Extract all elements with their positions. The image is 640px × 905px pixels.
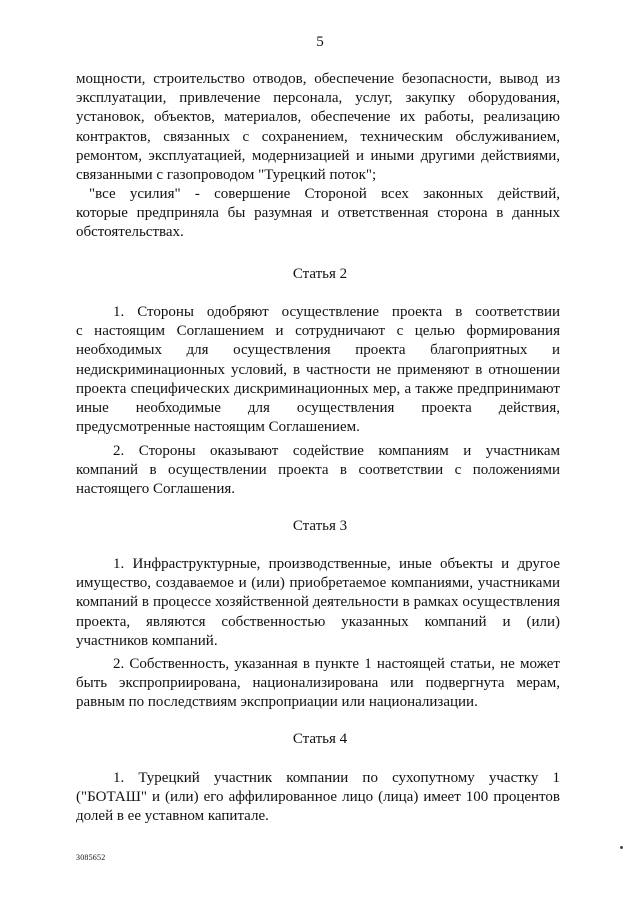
document-code: 3085652 [76,853,106,862]
text-line: 2. Стороны оказывают содействие компаниям и участникам [113,443,560,459]
text-line: связанными с газопроводом "Турецкий поток"; [76,167,377,184]
text-line: "все усилия" - совершение Стороной всех законных действий, [89,186,560,202]
text-line: участников компаний. [76,632,218,649]
text-line: компаний в процессе хозяйственной деятельности в рамках осуществления [76,594,560,611]
article-3-paragraph-2 [76,655,560,713]
text-line: иные необходимые для осуществления проекта действия, [76,400,560,417]
text-line: равным по последствиям экспроприации или национализации. [76,694,478,711]
text-line: недискриминационных условий, в частности не применяют в отношении [76,361,560,378]
text-line: проекта, являются собственностью указанных компаний и (или) [76,613,560,630]
text-line: эксплуатации, привлечение персонала, услуг, закупку оборудования, [76,90,560,107]
text-line: 1. Инфраструктурные, производственные, иные объекты и другое [113,556,560,572]
text-line: 2. Собственность, указанная в пункте 1 настоящей статьи, не может [113,656,560,672]
text-line: ремонтом, эксплуатацией, модернизацией и иными другими действиями, [76,147,560,164]
definition-paragraph [76,185,560,243]
text-line: контрактов, связанных с сохранением, техническим обслуживанием, [76,128,560,145]
scan-mark [620,846,623,849]
article-3-paragraph-1 [76,555,560,651]
text-line: долей в ее уставном капитале. [76,808,269,825]
text-line: 1. Стороны одобряют осуществление проекта в соответствии [113,304,560,320]
article-2-paragraph-1 [76,303,560,437]
text-line: компаний в осуществлении проекта в соответствии с положениями [76,462,560,479]
text-line: проекта специфических дискриминационных мер, а также предпринимают [76,380,560,397]
text-line: обстоятельствах. [76,224,184,241]
text-line: 1. Турецкий участник компании по сухопутному участку 1 [113,770,560,786]
article-2-paragraph-2 [76,442,560,500]
text-line: с настоящим Соглашением и сотрудничают с целью формирования [76,323,560,340]
article-3-heading: Статья 3 [292,518,348,534]
article-4-paragraph-1 [76,769,560,827]
text-line: мощности, строительство отводов, обеспечение безопасности, вывод из [76,71,560,87]
text-line: предусмотренные настоящим Соглашением. [76,419,360,436]
text-line: настоящего Соглашения. [76,481,236,498]
text-line: имущество, создаваемое и (или) приобретаемое компаниями, участниками [76,575,560,592]
text-line: установок, объектов, материалов, обеспечение их работы, реализацию [76,109,560,126]
article-4-heading: Статья 4 [292,731,348,747]
article-2-heading: Статья 2 [292,266,348,282]
text-line: которые предприняла бы разумная и ответственная сторона в данных [76,205,560,222]
page-number: 5 [316,34,324,50]
text-line: ("БОТАШ" и (или) его аффилированное лицо (лица) имеет 100 процентов [76,789,560,806]
intro-paragraph [76,70,560,185]
text-line: быть экспроприирована, национализирована или подвергнута мерам, [76,675,560,692]
text-line: необходимых для осуществления проекта благоприятных и [76,342,560,359]
